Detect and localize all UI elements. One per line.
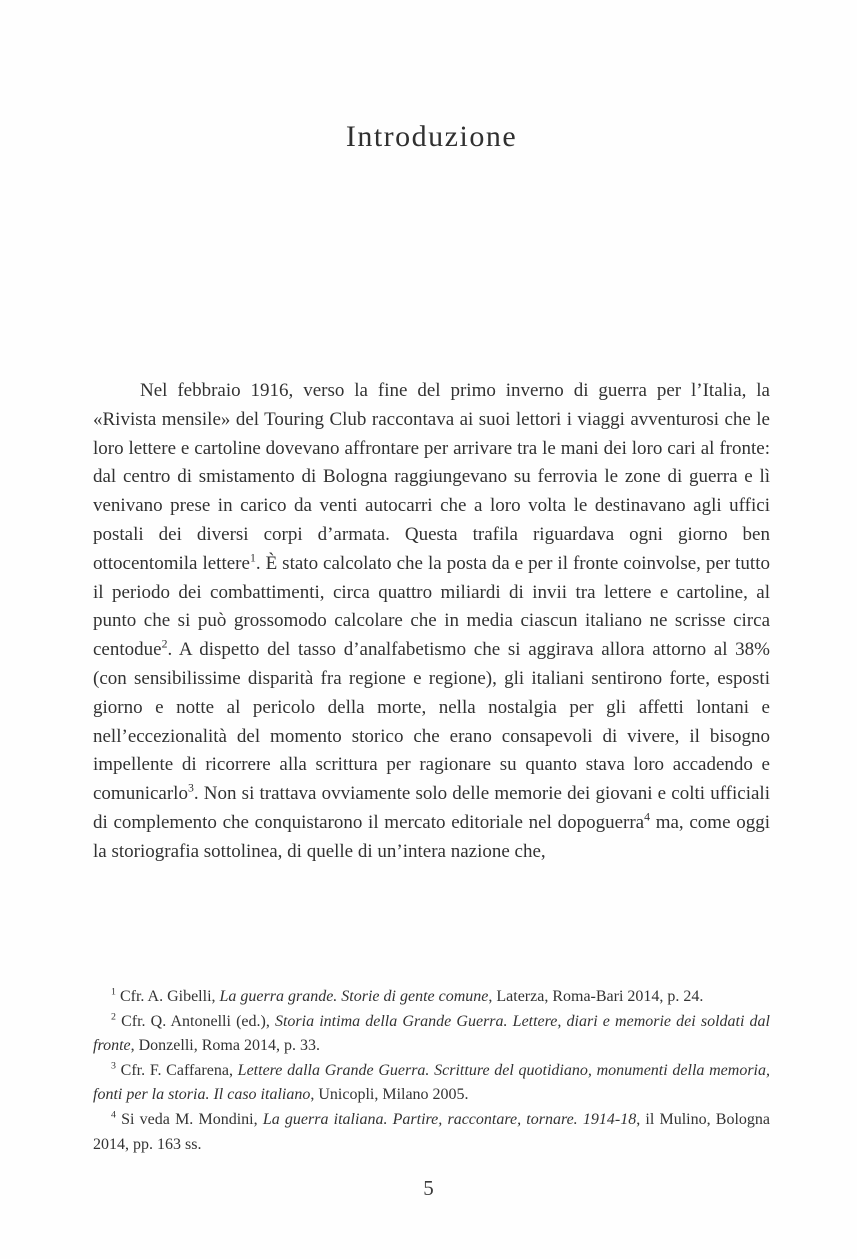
text-segment: Cfr. A. Gibelli, [115,988,220,1005]
text-segment: . A dispetto del tasso d’analfabetismo che si aggirava allora attorno al 38% (con sensibilissime disparità fra regione e regione), gli italiani sentirono forte, esposti giorno e notte al pericolo della morte, nella nostalgia per gli affetti lontani e nell’eccezionalità del momento storico che erano consapevoli di vivere, il bisogno impellente di ricorrere alla scrittura per ragionare su quanto stava loro accadendo e comunicarlo [93,639,770,805]
text-segment: Cfr. Q. Antonelli (ed.), [115,1012,275,1030]
text-segment: Nel febbraio 1916, verso la fine del primo inverno di guerra per l’Italia, la «Rivista mensile» del Touring Club raccontava ai suoi lettori i viaggi avventurosi che le loro lettere e cartoline dovevano affrontare per arrivare tra le mani dei loro cari al fronte: dal centro di smistamento di Bologna raggiungevano su ferrovia le zone di guerra e lì venivano prese in carico da venti autocarri che a loro volta le destinavano agli uffici postali dei diversi corpi d’armata. Questa trafila riguardava ogni giorno ben ottocentomila lettere [93,380,770,574]
text-segment: Cfr. F. Caffarena, [115,1061,238,1079]
page-number: 5 [423,1176,434,1200]
footnotes [93,985,770,1157]
footnote-1 [93,985,770,1010]
footnote-3 [93,1059,770,1108]
footnote-2 [93,1010,770,1059]
footnote-4 [93,1108,770,1157]
text-segment: , il Mulino, Bologna 2014, pp. 163 ss. [93,1110,771,1153]
text-segment: , Unicopli, Milano 2005. [310,1086,469,1104]
superscript-note-number: 4 [644,810,650,824]
text-segment: . Non si trattava ovviamente solo delle memorie dei giovani e colti ufficiali di complemento che conquistarono il mercato editoriale nel dopoguerra [93,783,770,833]
italic-title: Storia intima della Grande Guerra. Lettere, diari e memorie dei soldati dal fronte [93,1012,770,1055]
body-paragraph [93,377,770,867]
italic-title: La guerra italiana. Partire, raccontare, tornare. 1914-18 [262,1110,637,1128]
superscript-note-number: 4 [111,1109,116,1121]
superscript-note-number: 3 [111,1060,116,1072]
text-segment: , Donzelli, Roma 2014, p. 33. [130,1037,320,1055]
text-segment: , Laterza, Roma-Bari 2014, p. 24. [488,988,704,1005]
text-segment: . È stato calcolato che la posta da e per il fronte coinvolse, per tutto il periodo dei combattimenti, circa quattro miliardi di invii tra lettere e cartoline, al punto che si può grossomodo calcolare che in media ciascun italiano ne scrisse circa centodue [93,552,770,661]
superscript-note-number: 2 [111,1011,116,1023]
italic-title: Lettere dalla Grande Guerra. Scritture del quotidiano, monumenti della memoria, fonti per la storia. Il caso italiano [93,1061,770,1104]
text-segment: Si veda M. Mondini, [115,1110,263,1128]
superscript-note-number: 3 [187,781,194,795]
text-segment: ma, come oggi la storiografia sottolinea, di quelle di un’intera nazione che, [93,811,770,862]
page-title: Introduzione [345,120,518,153]
italic-title: La guerra grande. Storie di gente comune [219,988,489,1005]
superscript-note-number: 2 [161,637,168,651]
superscript-note-number: 1 [111,986,116,998]
superscript-note-number: 1 [249,551,256,565]
